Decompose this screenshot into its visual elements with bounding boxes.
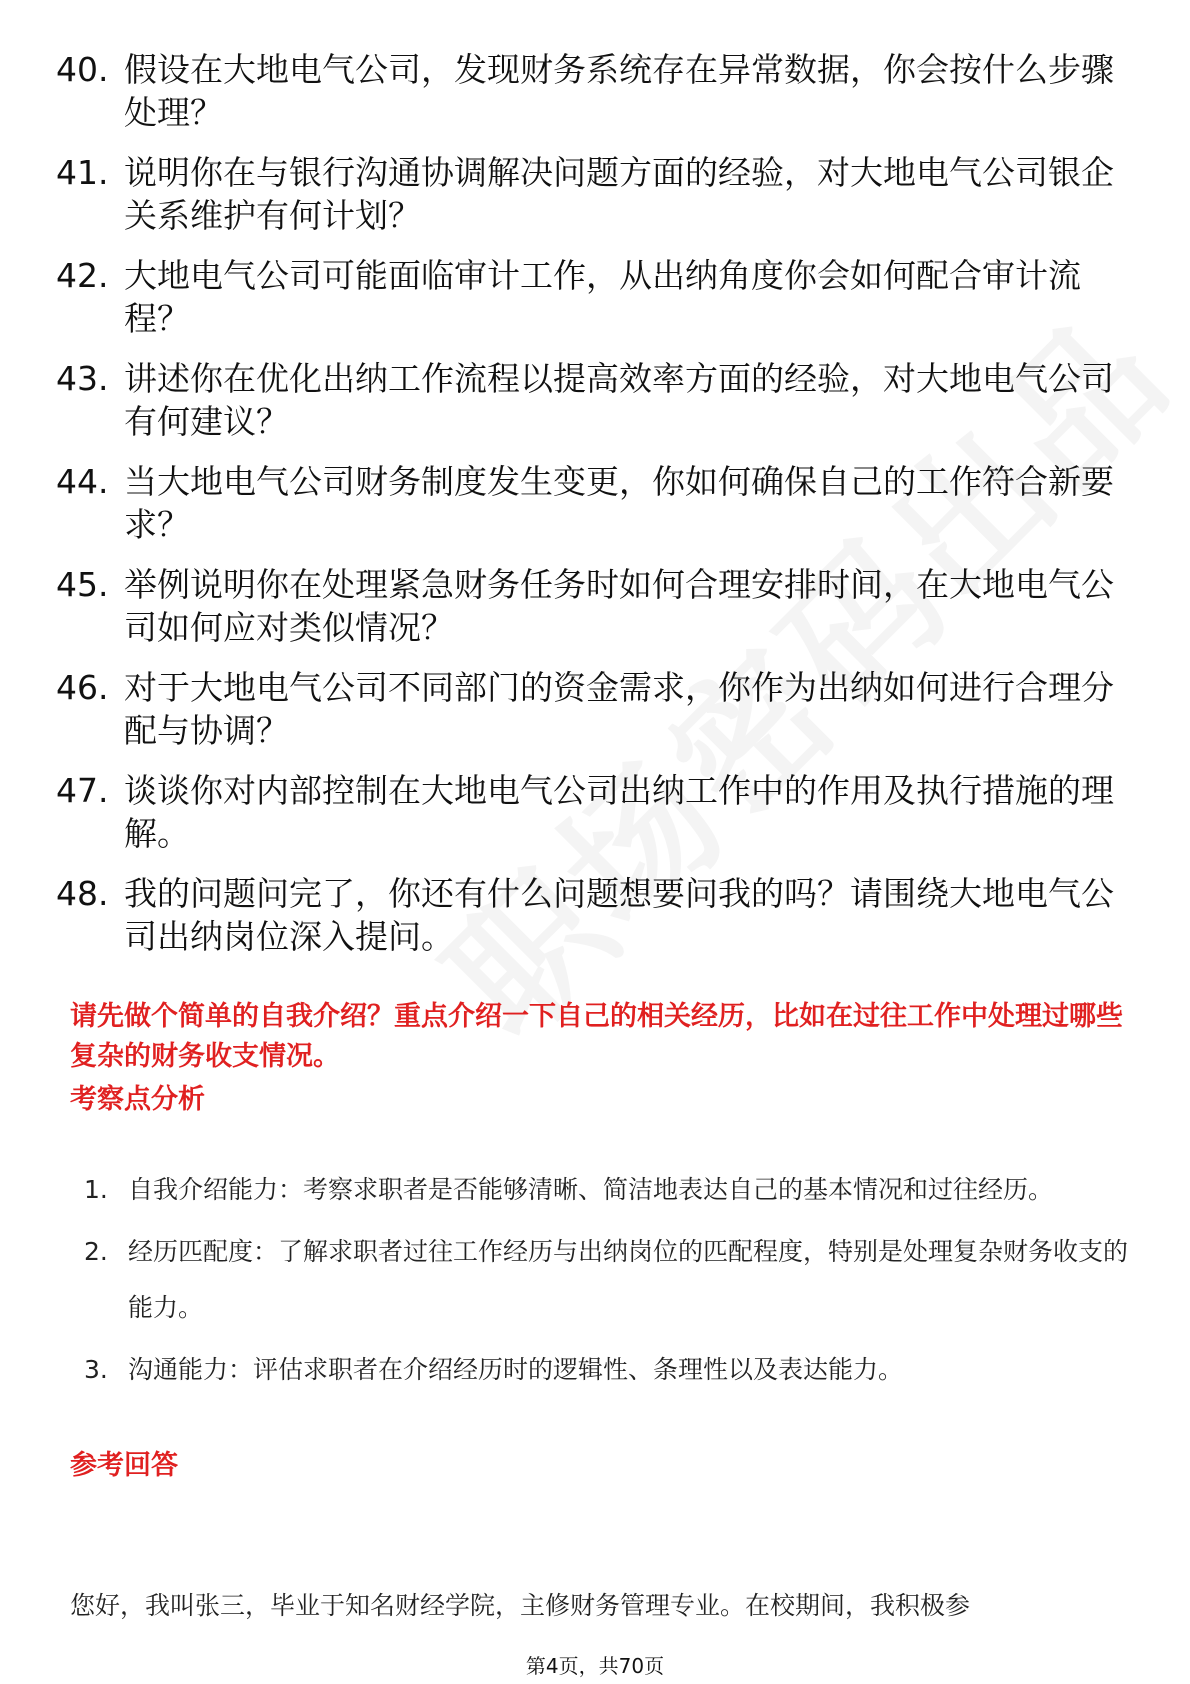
question-text: 我的问题问完了，你还有什么问题想要问我的吗？请围绕大地电气公司出纳岗位深入提问。 <box>124 874 1114 956</box>
analysis-text: 自我介绍能力：考察求职者是否能够清晰、简洁地表达自己的基本情况和过往经历。 <box>128 1175 1054 1204</box>
analysis-text: 经历匹配度：了解求职者过往工作经历与出纳岗位的匹配程度，特别是处理复杂财务收支的能力。 <box>128 1237 1129 1322</box>
question-text: 谈谈你对内部控制在大地电气公司出纳工作中的作用及执行措施的理解。 <box>124 771 1114 853</box>
page-footer: 第4页，共70页 <box>525 1654 665 1678</box>
analysis-item <box>84 1224 1134 1336</box>
question-number: 40. <box>56 50 109 89</box>
question-item-46 <box>56 666 1126 752</box>
reference-title: 参考回答 <box>70 1450 178 1481</box>
question-item-45 <box>56 563 1126 649</box>
analysis-number: 1. <box>84 1175 108 1204</box>
question-text: 大地电气公司可能面临审计工作，从出纳角度你会如何配合审计流程？ <box>124 256 1081 338</box>
analysis-title: 考察点分析 <box>70 1084 205 1115</box>
question-item-47 <box>56 769 1126 855</box>
question-number: 47. <box>56 771 109 810</box>
question-item-43 <box>56 357 1126 443</box>
question-text: 说明你在与银行沟通协调解决问题方面的经验，对大地电气公司银企关系维护有何计划？ <box>124 153 1114 235</box>
analysis-item <box>84 1342 1134 1398</box>
analysis-list <box>84 1162 1134 1404</box>
analysis-item <box>84 1162 1134 1218</box>
question-item-44 <box>56 460 1126 546</box>
question-item-41 <box>56 151 1126 237</box>
question-number: 42. <box>56 256 109 295</box>
question-text: 讲述你在优化出纳工作流程以提高效率方面的经验，对大地电气公司有何建议？ <box>124 359 1114 441</box>
highlight-question: 请先做个简单的自我介绍？重点介绍一下自己的相关经历，比如在过往工作中处理过哪些复杂的财务收支情况。 <box>70 1001 1123 1072</box>
question-number: 45. <box>56 565 109 604</box>
question-text: 对于大地电气公司不同部门的资金需求，你作为出纳如何进行合理分配与协调？ <box>124 668 1114 750</box>
question-text: 假设在大地电气公司，发现财务系统存在异常数据，你会按什么步骤处理？ <box>124 50 1114 132</box>
analysis-number: 2. <box>84 1237 108 1266</box>
reference-answer: 您好，我叫张三，毕业于知名财经学院，主修财务管理专业。在校期间，我积极参 <box>70 1591 971 1620</box>
question-number: 41. <box>56 153 109 192</box>
question-number: 43. <box>56 359 109 398</box>
question-item-40 <box>56 48 1126 134</box>
question-number: 44. <box>56 462 109 501</box>
question-text: 举例说明你在处理紧急财务任务时如何合理安排时间，在大地电气公司如何应对类似情况？ <box>124 565 1114 647</box>
analysis-number: 3. <box>84 1355 108 1384</box>
question-number: 48. <box>56 874 109 913</box>
question-item-48 <box>56 872 1126 958</box>
question-number: 46. <box>56 668 109 707</box>
question-text: 当大地电气公司财务制度发生变更，你如何确保自己的工作符合新要求？ <box>124 462 1114 544</box>
question-item-42 <box>56 254 1126 340</box>
question-list <box>56 48 1126 975</box>
analysis-text: 沟通能力：评估求职者在介绍经历时的逻辑性、条理性以及表达能力。 <box>128 1355 904 1384</box>
